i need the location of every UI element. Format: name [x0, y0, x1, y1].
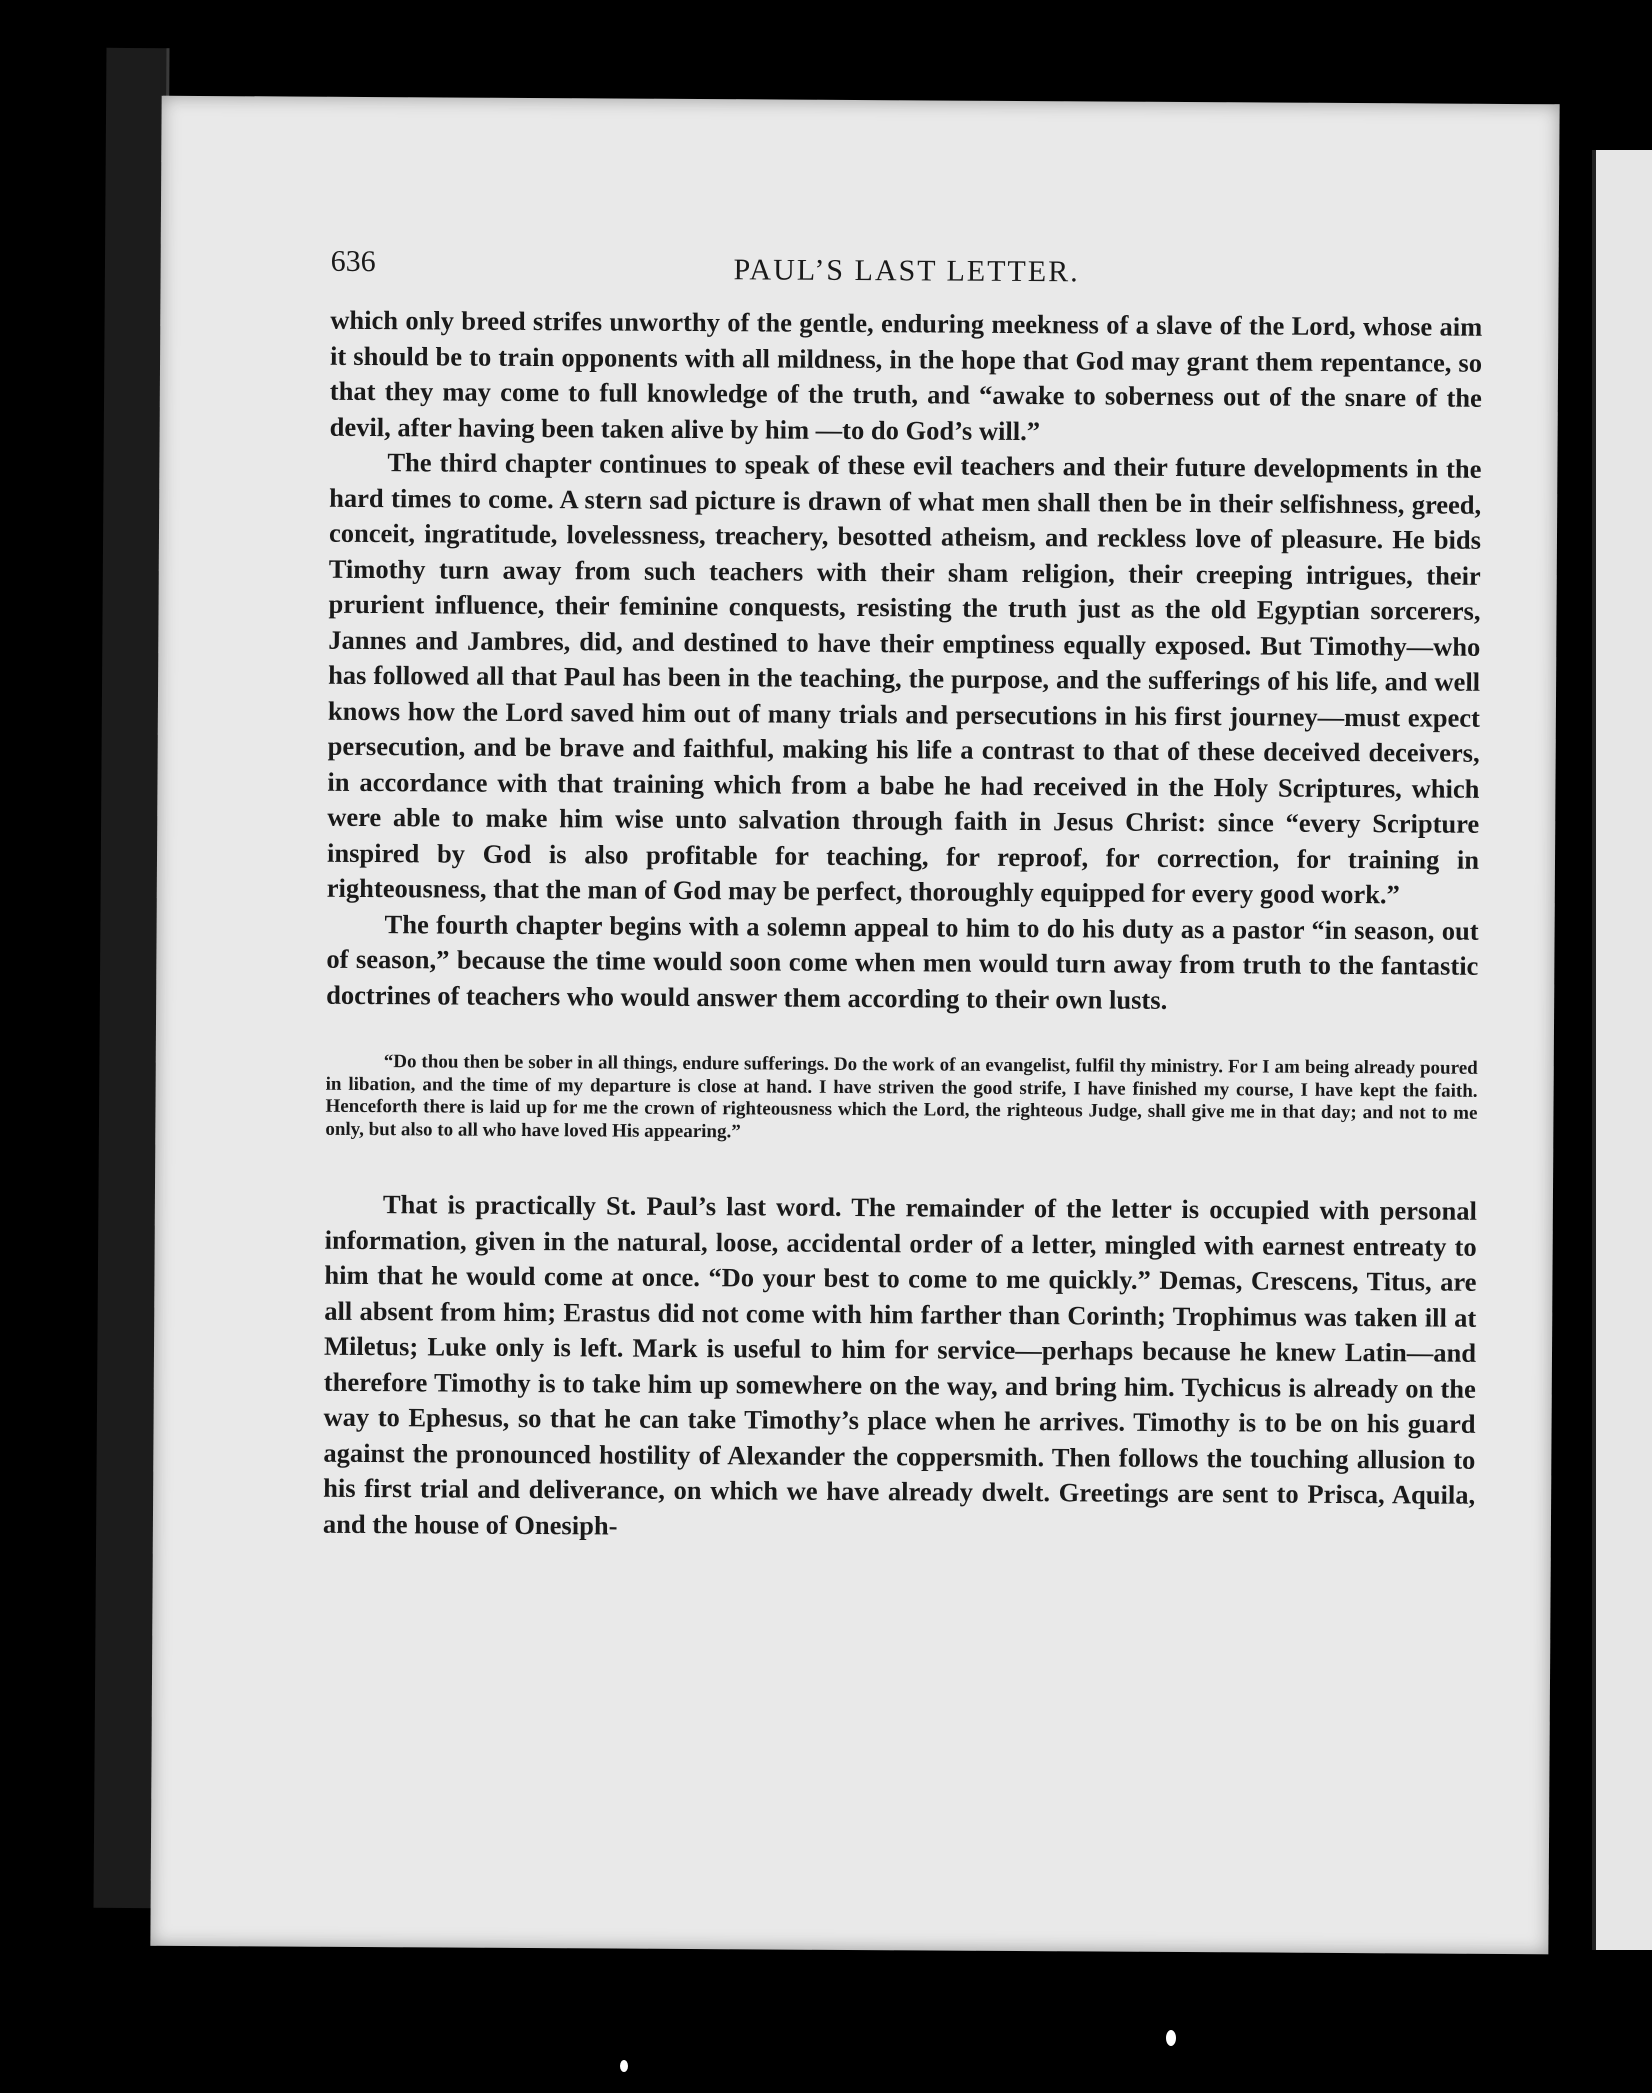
dust-speck	[620, 2060, 628, 2072]
paragraph-last-word: That is practically St. Paul’s last word. The remainder of the letter is occupied with personal information, given in the natural, loose, accidental order of a letter, mingled with earnest entreaty to him that he would come at once. “Do your best to come to me quickly.” Demas, Crescens, Titus, are all absent from him; Erastus did not come with him farther than Corinth; Trophimus was taken ill at Miletus; Luke only is left. Mark is useful to him for service—perhaps because he knew Latin—and therefore Timothy is to take him up somewhere on the way, and bring him. Tychicus is already on the way to Ephesus, so that he can take Timothy’s place when he arrives. Timothy is to be on his guard against the pronounced hostility of Alexander the coppersmith. Then follows the touching allusion to his first trial and deliverance, on which we have already dwelt. Greetings are sent to Prisca, Aquila, and the house of Onesiph-	[322, 1189, 1477, 1541]
paragraph-fourth-chapter: The fourth chapter begins with a solemn appeal to him to do his duty as a pastor “in season, out of season,” because the time would soon come when men would turn away from truth to the fantastic doctrines of teachers who would answer them according to their own lusts.	[326, 908, 1479, 1015]
dust-speck	[1166, 2030, 1176, 2046]
page-number: 636	[330, 244, 376, 279]
running-head	[330, 245, 1482, 304]
running-title: PAUL’S LAST LETTER.	[733, 253, 1080, 289]
book-page	[150, 96, 1559, 1955]
block-quote: “Do thou then be sober in all things, endure sufferings. Do the work of an evangelist, fulfil thy ministry. For I am being already poured in libation, and the time of my departure is close at hand. I have striven the good strife, I have finished my course, I have kept the faith. Henceforth there is laid up for me the crown of righteousness which the Lord, the righteous Judge, shall give me in that day; and not to me only, but also to all who have loved His appearing.”	[325, 1051, 1478, 1142]
paragraph-third-chapter: The third chapter continues to speak of these evil teachers and their future developments in the hard times to come. A stern sad picture is drawn of what men shall then be in their selfishness, greed, conceit, ingratitude, lovelessness, treachery, besotted atheism, and reckless love of pleasure. He bids Timothy turn away from such teachers with their sham religion, their creeping intrigues, their prurient influence, their feminine conquests, resisting the truth just as the old Egyptian sorcerers, Jannes and Jambres, did, and destined to have their emptiness equally exposed. But Timothy—who has followed all that Paul has been in the teaching, the purpose, and the sufferings of his life, and well knows how the Lord saved him out of many trials and persecutions in his first journey—must expect persecution, and be brave and faithful, making his life a contrast to that of these deceived deceivers, in accordance with that training which from a babe he had received in the Holy Scriptures, which were able to make him wise unto salvation through faith in Jesus Christ: since “every Scripture inspired by God is also profitable for teaching, for reproof, for correction, for training in righteousness, that the man of God may be perfect, thoroughly equipped for every good work.”	[326, 447, 1482, 910]
adjacent-page-edge	[1592, 150, 1652, 1950]
paragraph-continued: which only breed strifes unworthy of the gentle, enduring meekness of a slave of the Lord, whose aim it should be to train opponents with all mildness, in the hope that God may grant them repentance, so that they may come to full knowledge of the truth, and “awake to soberness out of the snare of the devil, after having been taken alive by him —to do God’s will.”	[329, 304, 1483, 446]
page-text-block	[323, 245, 1483, 1549]
